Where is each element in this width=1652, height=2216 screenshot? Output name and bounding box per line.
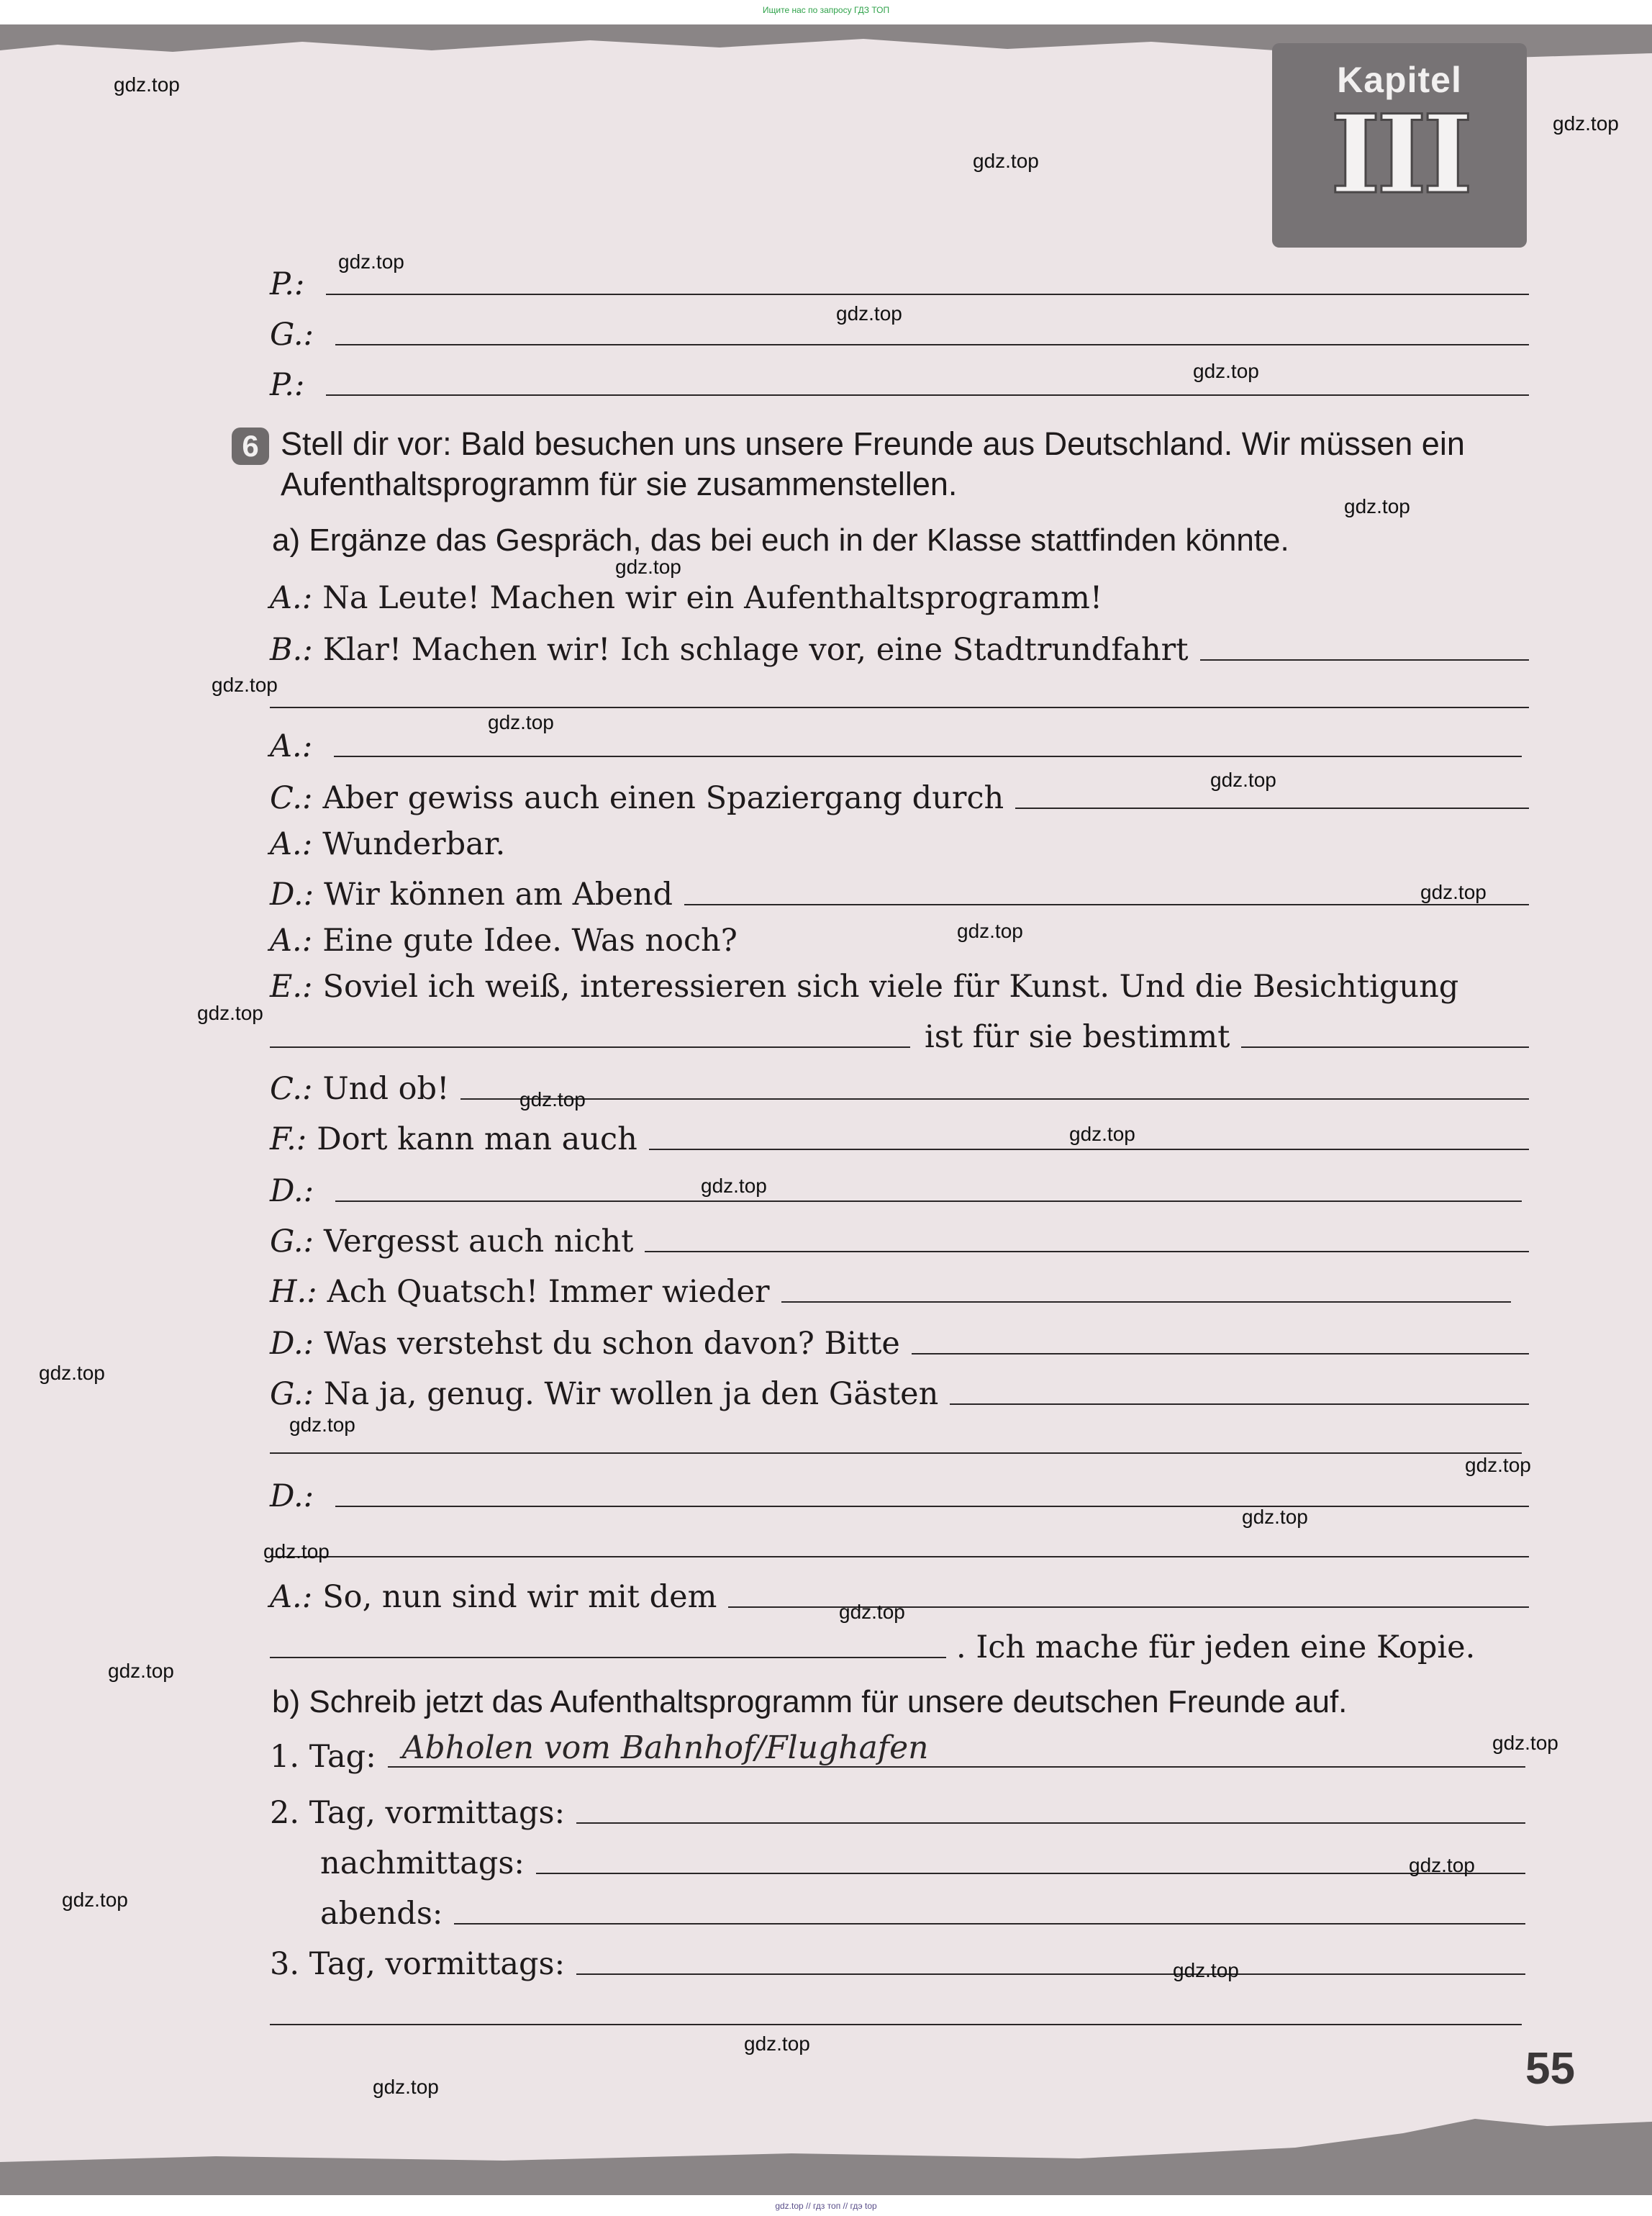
dialogue-line: D.: Was verstehst du schon davon? Bitte bbox=[270, 1319, 1529, 1362]
watermark: gdz.top bbox=[488, 711, 554, 733]
workbook-page bbox=[0, 24, 1652, 2195]
dialogue-line: A.: Wunderbar. bbox=[270, 826, 506, 862]
answer-line[interactable] bbox=[576, 1822, 1525, 1824]
watermark: gdz.top bbox=[1193, 360, 1259, 382]
speaker: P.: bbox=[270, 367, 305, 403]
dialogue-line bbox=[270, 1521, 1529, 1565]
answer-line[interactable] bbox=[270, 1046, 910, 1048]
watermark: gdz.top bbox=[1344, 495, 1410, 517]
program-line: 1. Tag: Abholen vom Bahnhof/Flughafen bbox=[270, 1732, 1525, 1775]
watermark: gdz.top bbox=[701, 1175, 767, 1197]
answer-line[interactable] bbox=[1015, 808, 1529, 809]
dialogue-line bbox=[270, 259, 1529, 302]
dialogue-line: G.: Vergesst auch nicht bbox=[270, 1216, 1529, 1259]
watermark: gdz.top bbox=[839, 1601, 905, 1623]
torn-edge-bottom bbox=[0, 2119, 1652, 2195]
watermark: gdz.top bbox=[212, 674, 278, 696]
dialogue-line: C.: Aber gewiss auch einen Spaziergang durch bbox=[270, 773, 1529, 816]
answer-line[interactable] bbox=[454, 1923, 1525, 1925]
answer-line[interactable] bbox=[649, 1149, 1529, 1150]
dialogue-line: . Ich mache für jeden eine Kopie. bbox=[270, 1622, 1529, 1665]
watermark: gdz.top bbox=[519, 1088, 586, 1111]
dialogue-line: F.: Dort kann man auch bbox=[270, 1114, 1529, 1157]
answer-line[interactable] bbox=[326, 394, 1529, 396]
answer-line[interactable] bbox=[536, 1873, 1525, 1874]
answer-line[interactable] bbox=[270, 1657, 946, 1658]
chapter-label: Kapitel bbox=[1337, 60, 1462, 100]
speaker: G.: bbox=[270, 317, 314, 353]
watermark: gdz.top bbox=[1210, 769, 1276, 791]
watermark: gdz.top bbox=[373, 2076, 439, 2098]
answer-line[interactable] bbox=[335, 1200, 1522, 1202]
answer-line[interactable] bbox=[1241, 1046, 1529, 1048]
page-number: 55 bbox=[1525, 2044, 1575, 2094]
watermark: gdz.top bbox=[1420, 881, 1487, 903]
answer-line[interactable] bbox=[270, 707, 1529, 708]
watermark: gdz.top bbox=[289, 1414, 355, 1436]
dialogue-line: A.: So, nun sind wir mit dem bbox=[270, 1572, 1529, 1615]
dialogue-line: D.: bbox=[270, 1471, 1529, 1514]
answer-line[interactable] bbox=[576, 1973, 1525, 1975]
answer-line[interactable] bbox=[1200, 659, 1530, 661]
dialogue-line: D.: Wir können am Abend bbox=[270, 869, 1529, 913]
top-banner[interactable]: Ищите нас по запросу ГДЗ ТОП bbox=[762, 5, 890, 15]
answer-line[interactable] bbox=[645, 1251, 1529, 1252]
answer-line[interactable] bbox=[684, 904, 1529, 905]
chapter-number: III bbox=[1330, 91, 1469, 218]
task-instruction: Stell dir vor: Bald besuchen uns unsere Freunde aus Deutschland. Wir müssen ein Aufenthaltsprogramm für sie zusammenstellen. bbox=[281, 425, 1465, 502]
watermark: gdz.top bbox=[1492, 1732, 1558, 1754]
chapter-box bbox=[1272, 43, 1527, 248]
watermark: gdz.top bbox=[338, 250, 404, 273]
watermark: gdz.top bbox=[39, 1362, 105, 1384]
watermark: gdz.top bbox=[836, 302, 902, 325]
watermark: gdz.top bbox=[957, 920, 1023, 942]
part-a-heading: a) Ergänze das Gespräch, das bei euch in der Klasse stattfinden könnte. bbox=[272, 523, 1289, 558]
dialogue-line: B.: Klar! Machen wir! Ich schlage vor, eine Stadtrundfahrt bbox=[270, 625, 1529, 668]
dialogue-line: A.: bbox=[270, 721, 1522, 764]
bottom-banner[interactable]: gdz.top // гдз топ // гдэ top bbox=[775, 2201, 877, 2211]
answer-line[interactable] bbox=[950, 1403, 1529, 1405]
watermark: gdz.top bbox=[263, 1540, 330, 1562]
task-number: 6 bbox=[232, 428, 269, 465]
dialogue-line: A.: Eine gute Idee. Was noch? bbox=[270, 923, 738, 959]
speaker: P.: bbox=[270, 266, 305, 302]
watermark: gdz.top bbox=[973, 150, 1039, 172]
watermark: gdz.top bbox=[1242, 1506, 1308, 1528]
watermark: gdz.top bbox=[1553, 112, 1619, 135]
dialogue-line: A.: Na Leute! Machen wir ein Aufenthaltsprogramm! bbox=[270, 580, 1103, 616]
watermark: gdz.top bbox=[1409, 1854, 1475, 1876]
dialogue-line: ist für sie bestimmt bbox=[270, 1012, 1529, 1055]
watermark: gdz.top bbox=[108, 1660, 174, 1682]
answer-line[interactable] bbox=[335, 344, 1529, 345]
answer-line[interactable] bbox=[270, 1452, 1522, 1454]
answer-line[interactable] bbox=[270, 1556, 1529, 1557]
watermark: gdz.top bbox=[197, 1002, 263, 1024]
answer-line[interactable] bbox=[460, 1098, 1529, 1100]
watermark: gdz.top bbox=[615, 556, 681, 578]
dialogue-line bbox=[270, 360, 1529, 403]
handwritten-answer: Abholen vom Bahnhof/Flughafen bbox=[401, 1729, 929, 1766]
answer-line[interactable] bbox=[326, 294, 1529, 295]
watermark: gdz.top bbox=[744, 2032, 810, 2055]
dialogue-line: D.: bbox=[270, 1166, 1522, 1209]
answer-line[interactable] bbox=[335, 1506, 1529, 1507]
answer-line[interactable] bbox=[334, 756, 1522, 757]
dialogue-line: C.: Und ob! bbox=[270, 1064, 1529, 1107]
dialogue-line: G.: Na ja, genug. Wir wollen ja den Gästen bbox=[270, 1369, 1529, 1412]
dialogue-line bbox=[270, 1418, 1522, 1461]
answer-line[interactable] bbox=[912, 1353, 1529, 1355]
dialogue-line: H.: Ach Quatsch! Immer wieder bbox=[270, 1267, 1511, 1310]
program-line bbox=[270, 1989, 1522, 2032]
program-line: 3. Tag, vormittags: bbox=[270, 1939, 1525, 1982]
watermark: gdz.top bbox=[114, 73, 180, 96]
watermark: gdz.top bbox=[62, 1889, 128, 1911]
dialogue-line: E.: Soviel ich weiß, interessieren sich viele für Kunst. Und die Besichtigung bbox=[270, 969, 1459, 1005]
watermark: gdz.top bbox=[1465, 1454, 1531, 1476]
watermark: gdz.top bbox=[1173, 1959, 1239, 1981]
watermark: gdz.top bbox=[1069, 1123, 1135, 1145]
program-line: abends: bbox=[320, 1889, 1525, 1932]
answer-line[interactable] bbox=[270, 2024, 1522, 2025]
program-line: nachmittags: bbox=[320, 1838, 1525, 1881]
program-line: 2. Tag, vormittags: bbox=[270, 1788, 1525, 1831]
dialogue-line bbox=[270, 672, 1529, 715]
part-b-heading: b) Schreib jetzt das Aufenthaltsprogramm für unsere deutschen Freunde auf. bbox=[272, 1684, 1348, 1719]
answer-line[interactable] bbox=[781, 1301, 1511, 1303]
